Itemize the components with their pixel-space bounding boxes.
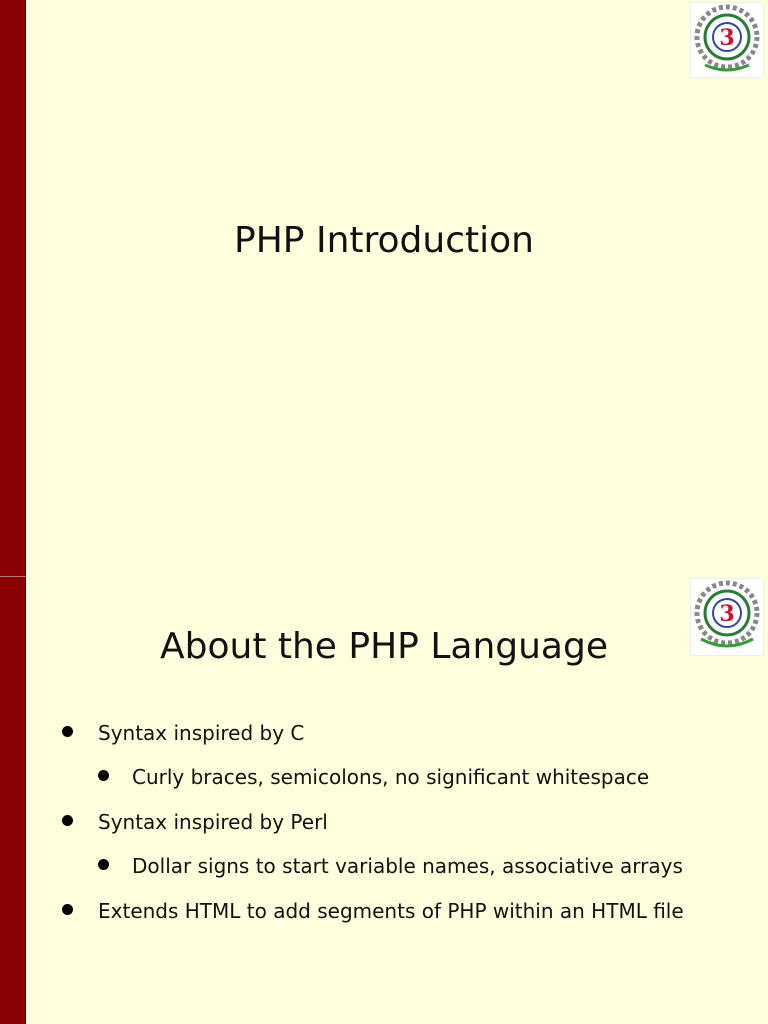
svg-text:3: 3 xyxy=(719,601,735,627)
bullet-text: Syntax inspired by C xyxy=(98,721,305,745)
list-item xyxy=(98,720,304,746)
college-emblem-icon xyxy=(690,2,764,78)
bullet-text: Syntax inspired by Perl xyxy=(98,810,328,834)
bullet-text: Dollar signs to start variable names, associative arrays xyxy=(132,854,683,878)
bullet-text: Extends HTML to add segments of PHP within an HTML file xyxy=(98,899,684,923)
bullet-list xyxy=(0,576,768,1024)
list-item xyxy=(98,898,684,924)
list-item xyxy=(132,764,649,790)
left-accent-bar xyxy=(0,0,26,576)
bullet-icon xyxy=(62,726,73,737)
slide-2 xyxy=(0,576,768,1024)
bullet-icon xyxy=(62,904,73,915)
slide-title: About the PHP Language xyxy=(160,626,608,667)
svg-text:3: 3 xyxy=(719,25,735,51)
list-item xyxy=(98,809,328,835)
bullet-icon xyxy=(98,859,109,870)
bullet-icon xyxy=(62,815,73,826)
list-item xyxy=(132,853,683,879)
bullet-icon xyxy=(98,770,109,781)
slide-title: PHP Introduction xyxy=(234,220,534,261)
bullet-text: Curly braces, semicolons, no significant whitespace xyxy=(132,765,650,789)
